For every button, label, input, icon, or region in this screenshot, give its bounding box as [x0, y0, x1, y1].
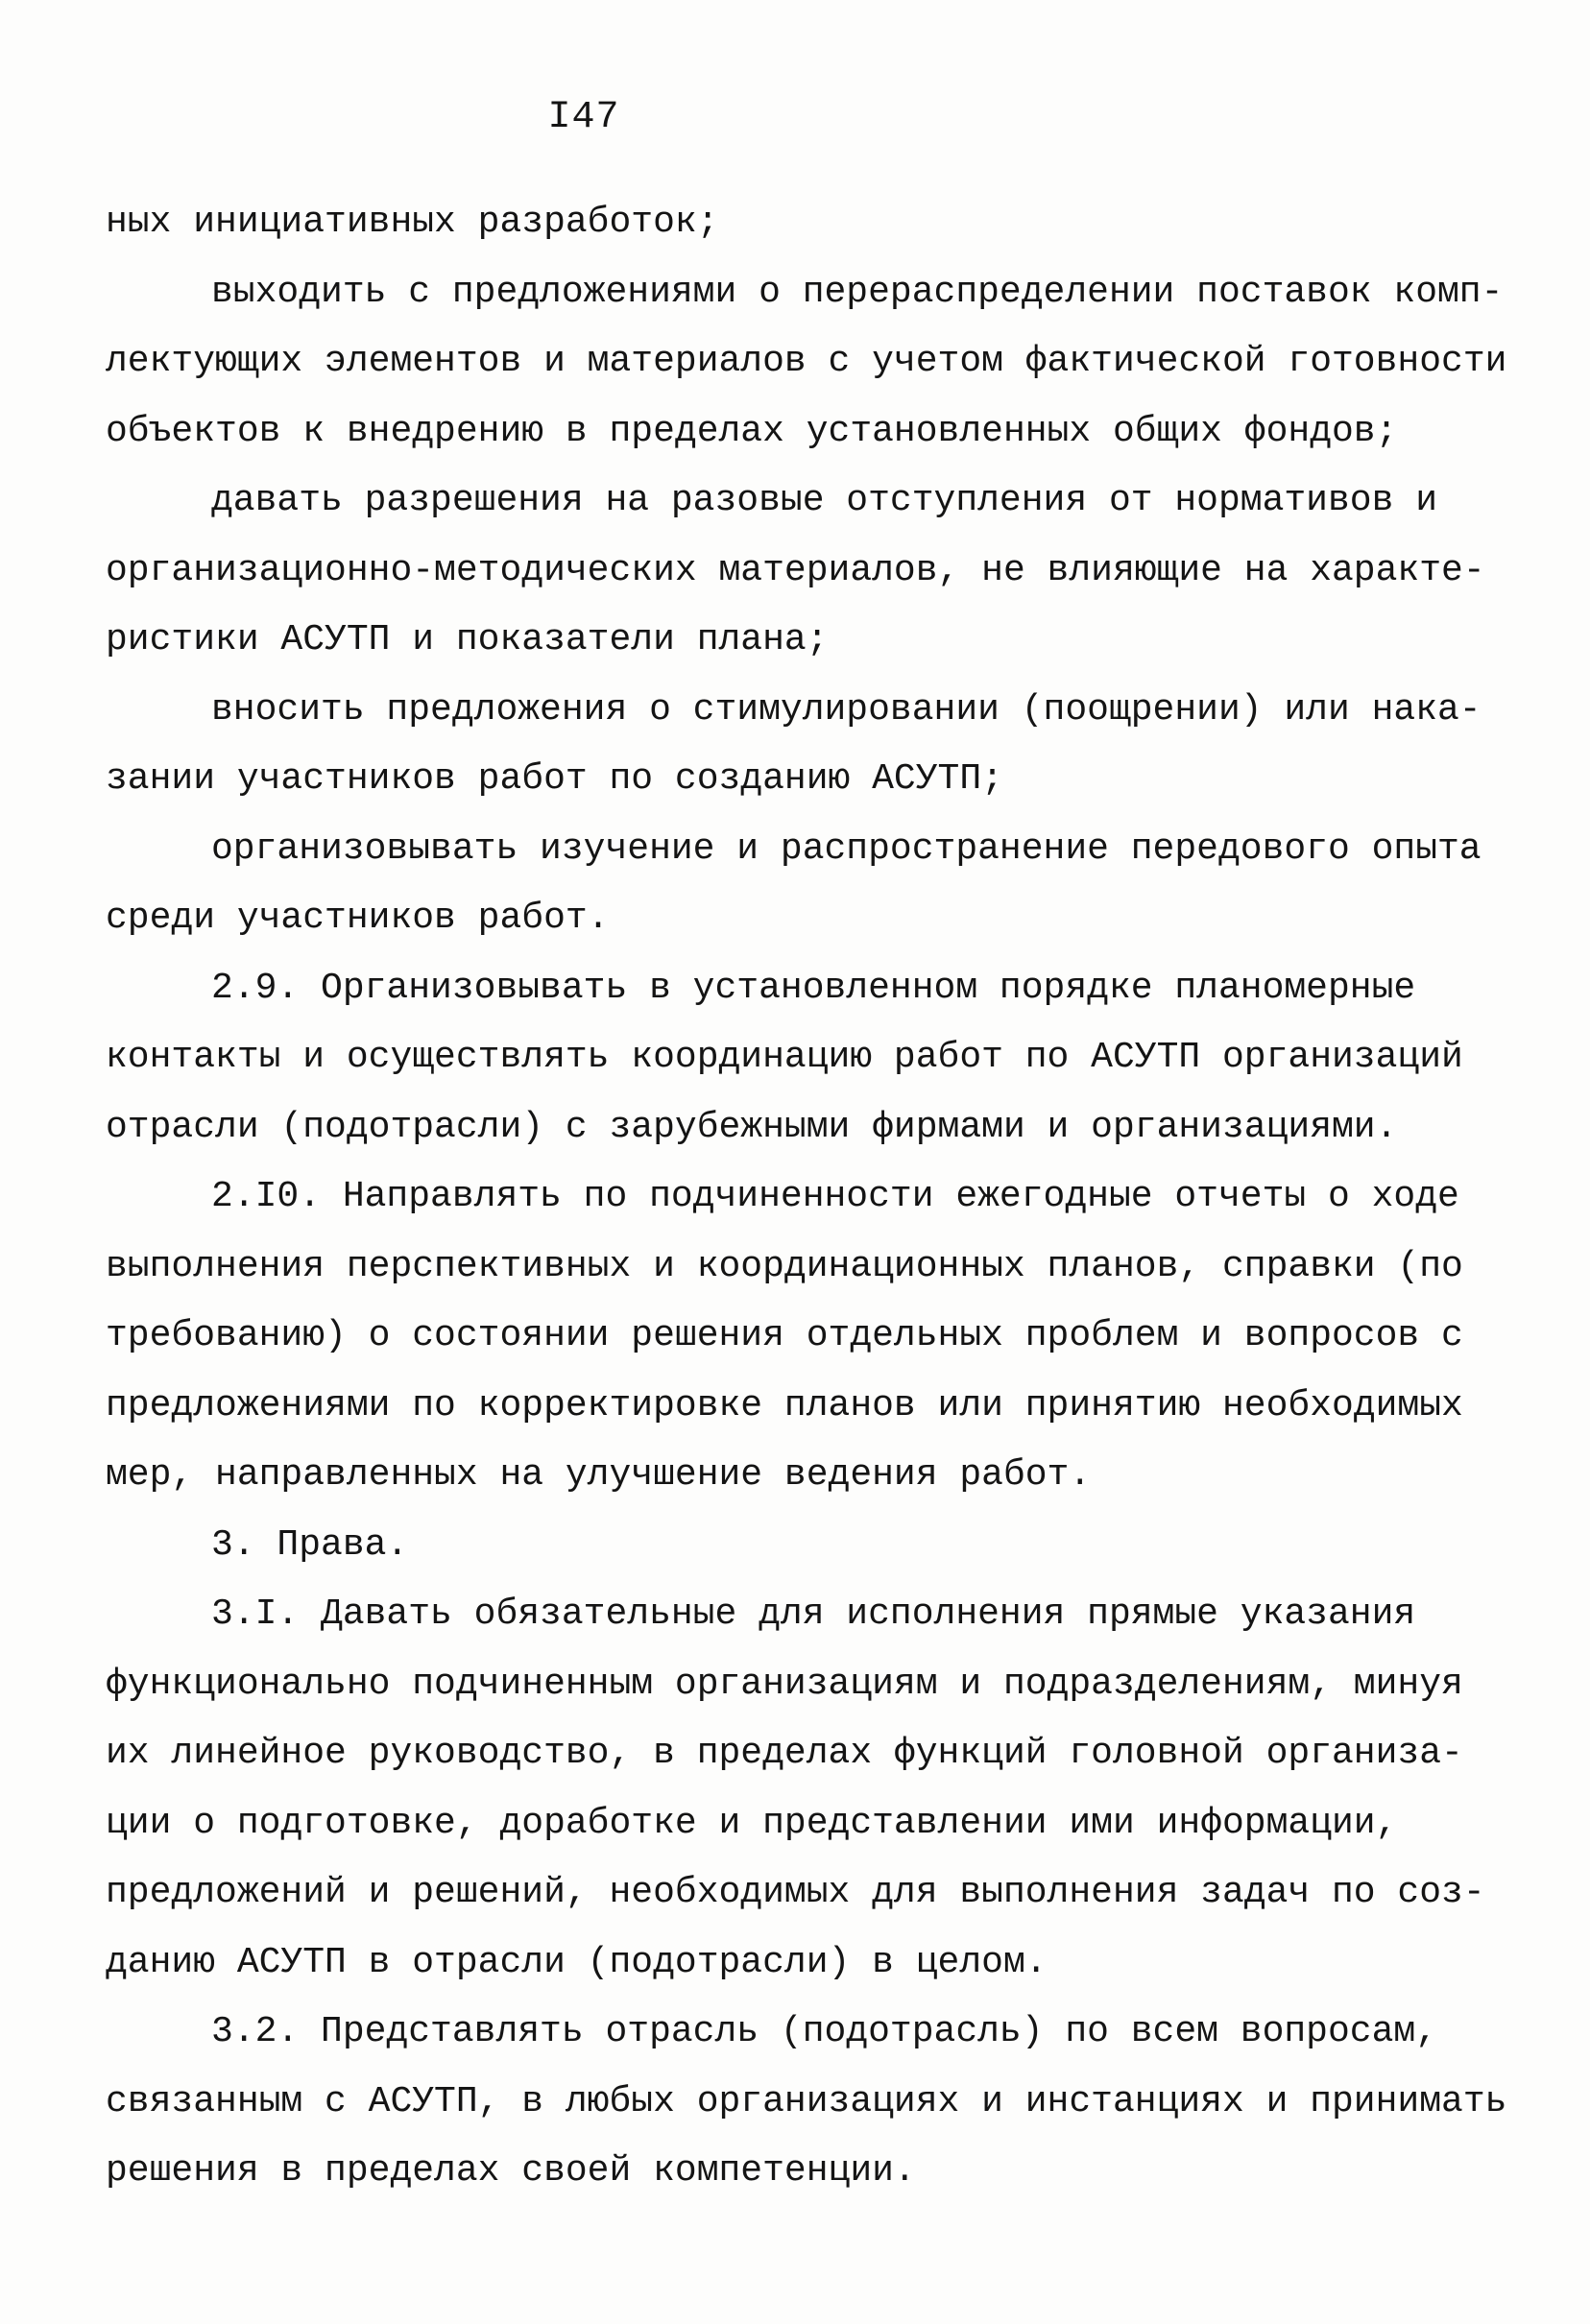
- text-line: ции о подготовке, доработке и представлении ими информации,: [106, 1802, 1398, 1844]
- body-text: [106, 188, 1507, 2207]
- text-line: мер, направленных на улучшение ведения работ.: [106, 1454, 1092, 1496]
- text-line: 2.9. Организовывать в установленном порядке планомерные: [211, 967, 1416, 1009]
- text-line: выходить с предложениями о перераспределении поставок комп-: [211, 271, 1504, 313]
- text-line: данию АСУТП в отрасли (подотрасли) в целом.: [106, 1941, 1048, 1983]
- text-line: давать разрешения на разовые отступления от нормативов и: [211, 480, 1438, 521]
- text-line: их линейное руководство, в пределах функций головной организа-: [106, 1733, 1463, 1774]
- text-line: 3.I. Давать обязательные для исполнения прямые указания: [211, 1593, 1416, 1635]
- text-line: предложений и решений, необходимых для выполнения задач по соз-: [106, 1872, 1485, 1913]
- text-line: ных инициативных разработок;: [106, 202, 719, 243]
- text-line: организовывать изучение и распространение передового опыта: [211, 827, 1482, 870]
- text-line: организационно-методических материалов, не влияющие на характе-: [106, 549, 1485, 591]
- text-line: контакты и осуществлять координацию работ по АСУТП организаций: [106, 1037, 1463, 1078]
- text-line: функционально подчиненным организациям и подразделениям, минуя: [106, 1663, 1463, 1705]
- text-line: объектов к внедрению в пределах установленных общих фондов;: [106, 410, 1398, 452]
- text-line: 2.I0. Направлять по подчиненности ежегодные отчеты о ходе: [211, 1176, 1459, 1217]
- text-line: отрасли (подотрасли) с зарубежными фирмами и организациями.: [106, 1106, 1398, 1148]
- text-line: вносить предложения о стимулировании (поощрении) или нака-: [211, 688, 1482, 731]
- text-line: лектующих элементов и материалов с учетом фактической готовности: [106, 341, 1507, 382]
- text-line: среди участников работ.: [106, 898, 610, 939]
- text-line: зании участников работ по созданию АСУТП;: [106, 758, 1003, 800]
- text-line: решения в пределах своей компетенции.: [106, 2150, 916, 2192]
- text-line: предложениями по корректировке планов или принятию необходимых: [106, 1384, 1463, 1426]
- text-line: выполнения перспективных и координационных планов, справки (по: [106, 1245, 1463, 1287]
- text-line: ристики АСУТП и показатели плана;: [106, 619, 829, 660]
- text-line: связанным с АСУТП, в любых организациях и инстанциях и принимать: [106, 2080, 1507, 2122]
- text-line: 3.2. Представлять отрасль (подотрасль) по всем вопросам,: [211, 2011, 1438, 2052]
- text-line: требованию) о состоянии решения отдельных проблем и вопросов с: [106, 1315, 1463, 1356]
- page-number: I47: [547, 96, 620, 139]
- text-line: 3. Права.: [211, 1523, 409, 1566]
